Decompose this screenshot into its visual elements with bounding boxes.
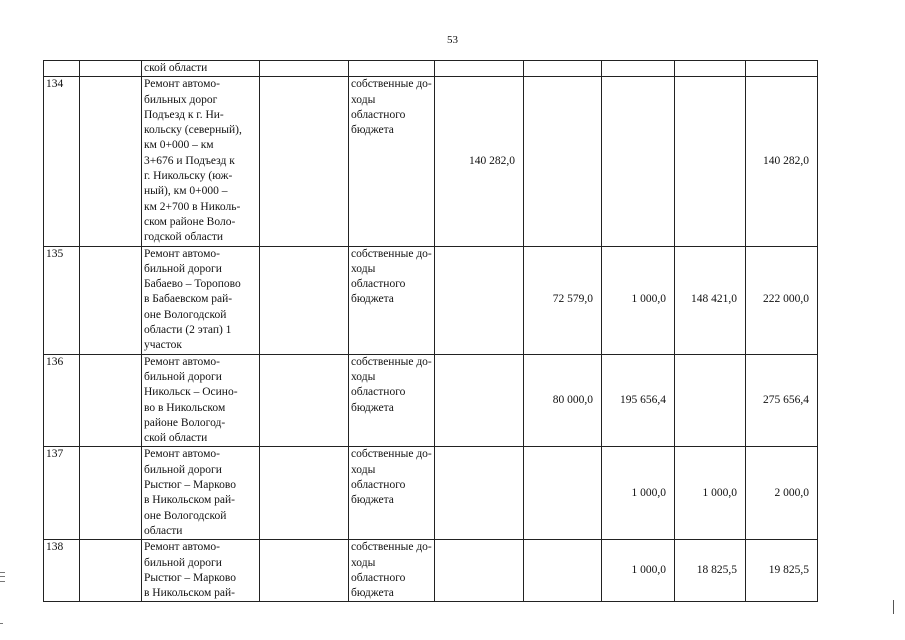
empty-cell (260, 540, 349, 602)
amount-cell: 195 656,4 (602, 354, 675, 447)
total-cell: 222 000,0 (746, 246, 818, 354)
scan-edge-dot (0, 623, 3, 624)
budget-table (43, 60, 818, 602)
total-cell: 19 825,5 (746, 540, 818, 602)
total-cell: 275 656,4 (746, 354, 818, 447)
empty-cell (80, 447, 142, 540)
amount-cell (435, 354, 524, 447)
row-number: 135 (44, 246, 80, 354)
empty-cell (260, 354, 349, 447)
amount-cell: 18 825,5 (675, 540, 746, 602)
amount-cell (602, 77, 675, 246)
empty-cell (260, 246, 349, 354)
funding-source: собственные до- ходы областного бюджета (349, 77, 435, 246)
row-number: 137 (44, 447, 80, 540)
continuation-text: ской области (142, 61, 260, 77)
empty-cell (80, 77, 142, 246)
amount-cell (435, 447, 524, 540)
object-name: Ремонт автомо- бильной дороги Никольск – Осино- во в Никольском районе Вологод- ской области (142, 354, 260, 447)
scan-right-mark (893, 600, 894, 614)
empty-cell (260, 447, 349, 540)
empty-cell (80, 246, 142, 354)
funding-source: собственные до- ходы областного бюджета (349, 447, 435, 540)
table-row (44, 354, 818, 447)
table-row (44, 447, 818, 540)
amount-cell (435, 246, 524, 354)
total-cell: 2 000,0 (746, 447, 818, 540)
empty-cell (260, 77, 349, 246)
row-number: 136 (44, 354, 80, 447)
empty-cell (80, 540, 142, 602)
amount-cell: 148 421,0 (675, 246, 746, 354)
amount-cell (524, 540, 602, 602)
amount-cell (675, 354, 746, 447)
table-row (44, 540, 818, 602)
total-cell: 140 282,0 (746, 77, 818, 246)
amount-cell: 1 000,0 (602, 246, 675, 354)
amount-cell: 80 000,0 (524, 354, 602, 447)
row-number: 138 (44, 540, 80, 602)
row-number: 134 (44, 77, 80, 246)
page-number: 53 (447, 34, 458, 46)
object-name: Ремонт автомо- бильной дороги Рыстюг – Марково в Никольском рай- (142, 540, 260, 602)
amount-cell (435, 540, 524, 602)
empty-cell (80, 354, 142, 447)
object-name: Ремонт автомо- бильной дороги Рыстюг – Марково в Никольском рай- оне Вологодской области (142, 447, 260, 540)
amount-cell: 1 000,0 (602, 447, 675, 540)
amount-cell (524, 77, 602, 246)
funding-source: собственные до- ходы областного бюджета (349, 540, 435, 602)
amount-cell (524, 447, 602, 540)
amount-cell: 72 579,0 (524, 246, 602, 354)
amount-cell (675, 77, 746, 246)
table-row (44, 246, 818, 354)
amount-cell: 140 282,0 (435, 77, 524, 246)
scan-edge-mark (0, 572, 5, 582)
funding-source: собственные до- ходы областного бюджета (349, 246, 435, 354)
funding-source: собственные до- ходы областного бюджета (349, 354, 435, 447)
table-row (44, 77, 818, 246)
amount-cell: 1 000,0 (675, 447, 746, 540)
amount-cell: 1 000,0 (602, 540, 675, 602)
object-name: Ремонт автомо- бильной дороги Бабаево – Торопово в Бабаевском рай- оне Вологодской области (2 этап) 1 участок (142, 246, 260, 354)
object-name: Ремонт автомо- бильных дорог Подъезд к г. Ни- кольску (северный), км 0+000 – км 3+676 и Подъезд к г. Никольску (юж- ный), км 0+000 – км 2+700 в Николь- ском районе Воло- годской области (142, 77, 260, 246)
continuation-row (44, 61, 818, 77)
